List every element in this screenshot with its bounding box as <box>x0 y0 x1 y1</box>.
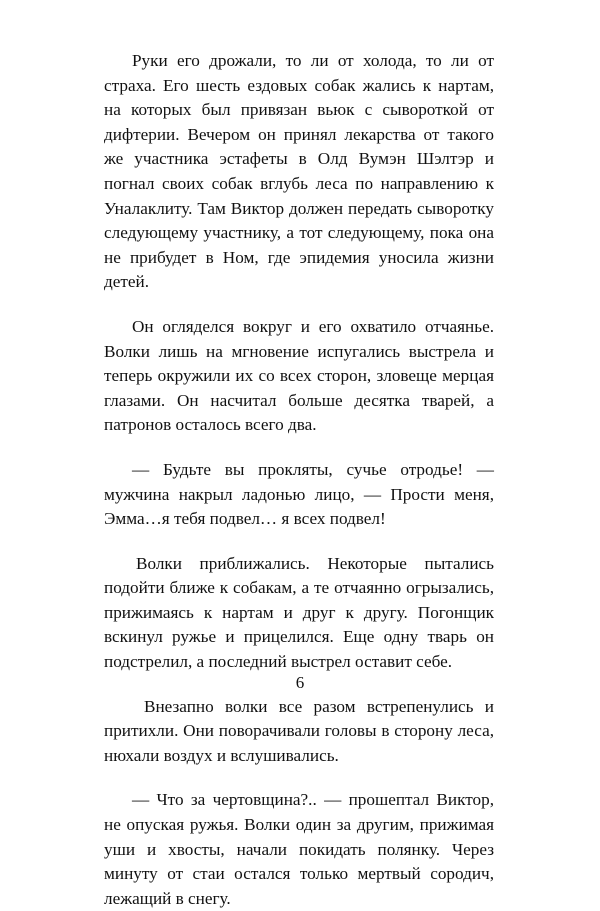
paragraph-2: Он огляделся вокруг и его охватило отчаянье. Волки лишь на мгновение испугались выстрела и теперь окружили их со всех сторон, зловеще мерцая глазами. Он насчитал больше десятка тварей, а патронов осталось всего два. <box>104 316 494 435</box>
body-text <box>104 49 494 911</box>
paragraph-3: — Будьте вы прокляты, сучье отродье! — мужчина накрыл ладонью лицо, — Прости меня, Эмма…я тебя подвел… я всех подвел! <box>104 459 494 529</box>
paragraph-4: Волки приближались. Некоторые пытались подойти ближе к собакам, а те отчаянно огрызались, прижимаясь к нартам и друг к другу. Погонщик вскинул ружье и прицелился. Еще одну тварь он подстрелил, а последний выстрел оставит себе. <box>104 553 494 672</box>
paragraph-6: — Что за чертовщина?.. — прошептал Виктор, не опуская ружья. Волки один за другим, прижимая уши и хвосты, начали покидать полянку. Через минуту от стаи остался только мертвый сородич, лежащий в снегу. <box>104 790 494 908</box>
paragraph-5: Внезапно волки все разом встрепенулись и притихли. Они поворачивали головы в сторону леса, нюхали воздух и вслушивались. <box>104 696 494 765</box>
paragraph-1: Руки его дрожали, то ли от холода, то ли от страха. Его шесть ездовых собак жались к нартам, на которых был привязан вьюк с сывороткой от дифтерии. Вечером он принял лекарства от такого же участника эстафеты в Олд Вумэн Шэлтэр и погнал своих собак вглубь леса по направлению к Уналаклиту. Там Виктор должен передать сыворотку следующему участнику, а тот следующему, пока она не прибудет в Ном, где эпидемия уносила жизни детей. <box>104 51 494 292</box>
page-number: 6 <box>295 673 305 692</box>
